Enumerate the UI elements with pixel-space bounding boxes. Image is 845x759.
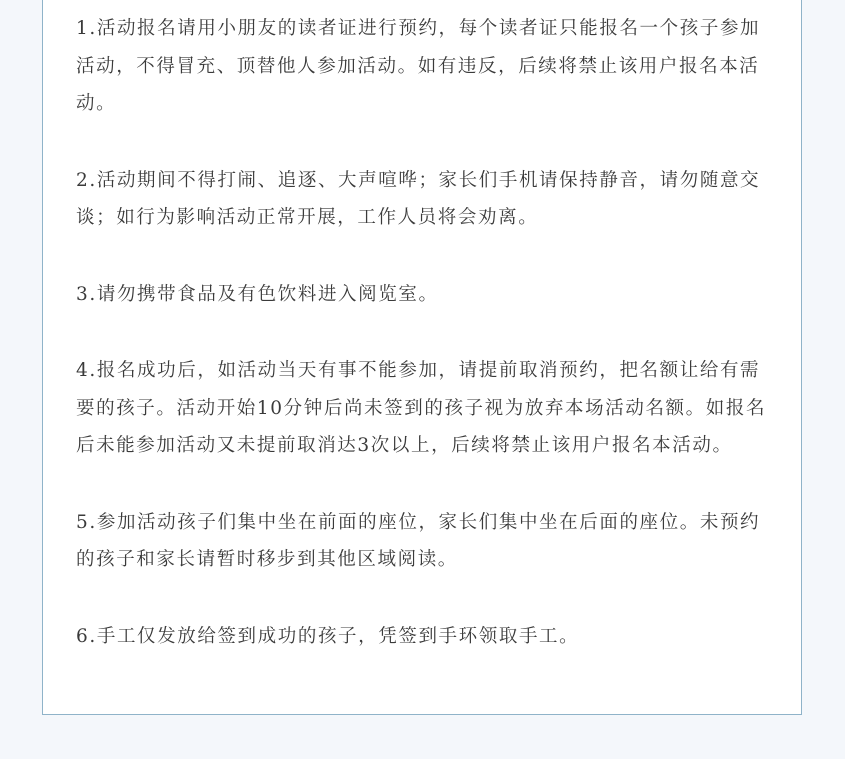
rules-card: [42, 0, 802, 715]
rule-item-5: 5.参加活动孩子们集中坐在前面的座位，家长们集中坐在后面的座位。未预约的孩子和家长请暂时移步到其他区域阅读。: [76, 511, 761, 570]
rule-item-3: 3.请勿携带食品及有色饮料进入阅览室。: [76, 283, 439, 305]
rule-item-6: 6.手工仅发放给签到成功的孩子，凭签到手环领取手工。: [76, 625, 580, 647]
rule-item-4: 4.报名成功后，如活动当天有事不能参加，请提前取消预约，把名额让给有需要的孩子。活动开始10分钟后尚未签到的孩子视为放弃本场活动名额。如报名后未能参加活动又未提前取消达3次以上，后续将禁止该用户报名本活动。: [76, 360, 767, 456]
rule-item-2: 2.活动期间不得打闹、追逐、大声喧哗；家长们手机请保持静音，请勿随意交谈；如行为影响活动正常开展，工作人员将会劝离。: [76, 169, 761, 228]
rules-list: [76, 10, 776, 694]
rule-item-1: 1.活动报名请用小朋友的读者证进行预约，每个读者证只能报名一个孩子参加活动，不得冒充、顶替他人参加活动。如有违反，后续将禁止该用户报名本活动。: [76, 18, 761, 114]
